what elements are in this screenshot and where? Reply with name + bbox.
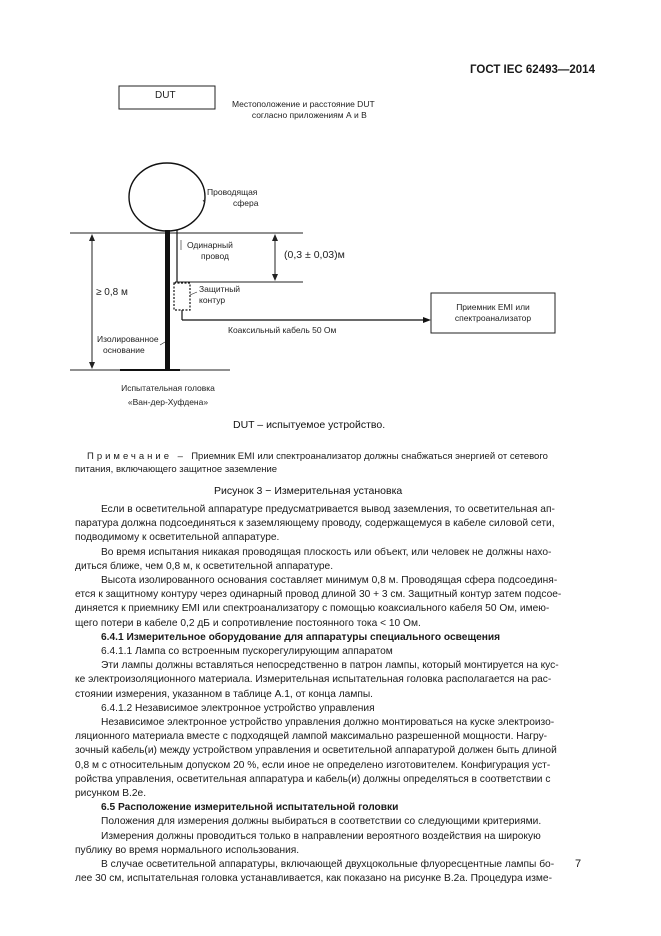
page-number: 7 — [575, 858, 582, 870]
dut-box-label: DUT — [155, 90, 176, 101]
body-text: Если в осветительной аппаратуре предусматривается вывод заземления, то осветительная ап- паратура должна подсоединяться к заземляющему проводу, содержащемуся в кабеле силовой сети, подводимому к осветительной аппаратуре. Во время испытания никакая проводящая плоскость или объект, или человек не должны нахо- диться ближе, чем 0,8 м, к осветительной аппаратуре. Высота изолированного основания составляет минимум 0,8 м. Проводящая сфера подсоединя- ется к защитному контуру через одинарный провод длиной 30 + 3 см. Защитный контур затем подсое- диняется к приемнику EMI или спектроанализатору с помощью коаксиального кабеля 50 Ом, имею- щего потери в кабеле 0,2 дБ и сопротивление постоянного тока < 10 Ом. 6.4.1 Измерительное оборудование для аппаратуры специального освещения 6.4.1.1 Лампа со встроенным пускорегулирующим аппаратом Эти лампы должны вставляться непосредственно в патрон лампы, который монтируется на кус- ке электроизоляционного материала. Измерительная испытательная головка располагается на рас- стоянии измерения, указанном в таблице А.1, от конца лампы. 6.4.1.2 Независимое электронное устройство управления Независимое электронное устройство управления должно монтироваться на куске электроизо- ляционного материала вместе с подходящей лампой максимально разрешенной мощности. Нагру- зочный кабель(и) между устройством управления и осветительной аппаратурой должен быть длиной 0,8 м с относительным допуском 20 %, если иное не определено изготовителем. Конфигурация уст- ройства управления, осветительная аппаратура и кабель(и) должны определяться в соответствии с рисунком В.2е. 6.5 Расположение измерительной испытательной головки Положения для измерения должны выбираться в соответствии со следующими критериями. Измерения должны проводиться только в направлении вероятного воздействия на широкую публику во время нормального использования. В случае осветительной аппаратуры, включающей двухцокольные флуоресцентные лампы бо- лее 30 см, испытательная головка устанавливается, как показано на рисунке В.2а. Процедура изме- — [75, 503, 583, 886]
note-lead: Примечание – — [87, 451, 186, 462]
distance-label: (0,3 ± 0,03)м — [284, 249, 345, 261]
figure-caption: Рисунок 3 − Измерительная установка — [214, 485, 403, 497]
section-heading-6-4-1: 6.4.1 Измерительное оборудование для аппаратуры специального освещения — [101, 631, 501, 643]
test-head-label: Испытательная головка «Ван-дер-Хуфдена» — [121, 383, 215, 407]
emi-receiver-label: Приемник EMI или спектроанализатор — [454, 302, 532, 323]
document-header: ГОСТ IEC 62493—2014 — [470, 64, 595, 76]
isolated-base-mast — [165, 230, 170, 370]
protective-contour-label: Защитный контур — [199, 284, 241, 305]
figure-note: Примечание – Приемник EMI или спектроанализатор должны снабжаться энергией от сетевого питания, включающего защитное заземление — [75, 451, 548, 475]
protective-contour — [174, 283, 190, 310]
section-heading-6-4-1-2: 6.4.1.2 Независимое электронное устройство управления — [101, 702, 375, 714]
sphere-label: Проводящая сфера — [207, 187, 259, 208]
isolated-base-label: Изолированное основание — [97, 334, 159, 355]
section-heading-6-5: 6.5 Расположение измерительной испытательной головки — [101, 802, 399, 814]
conductive-sphere — [129, 163, 205, 231]
section-heading-6-4-1-1: 6.4.1.1 Лампа со встроенным пускорегулирующим аппаратом — [101, 646, 393, 658]
height-label: ≥ 0,8 м — [96, 287, 128, 298]
measurement-setup-figure — [0, 0, 661, 420]
dut-location-label: Местоположение и расстояние DUT согласно приложениям А и В — [232, 99, 375, 120]
paragraph: Если в осветительной аппаратуре предусматривается вывод заземления, то осветительная ап- — [101, 504, 555, 515]
single-wire-label: Одинарный провод — [187, 240, 233, 261]
dut-caption: DUT – испытуемое устройство. — [233, 419, 386, 431]
coax-cable-label: Коаксильный кабель 50 Ом — [228, 325, 337, 335]
